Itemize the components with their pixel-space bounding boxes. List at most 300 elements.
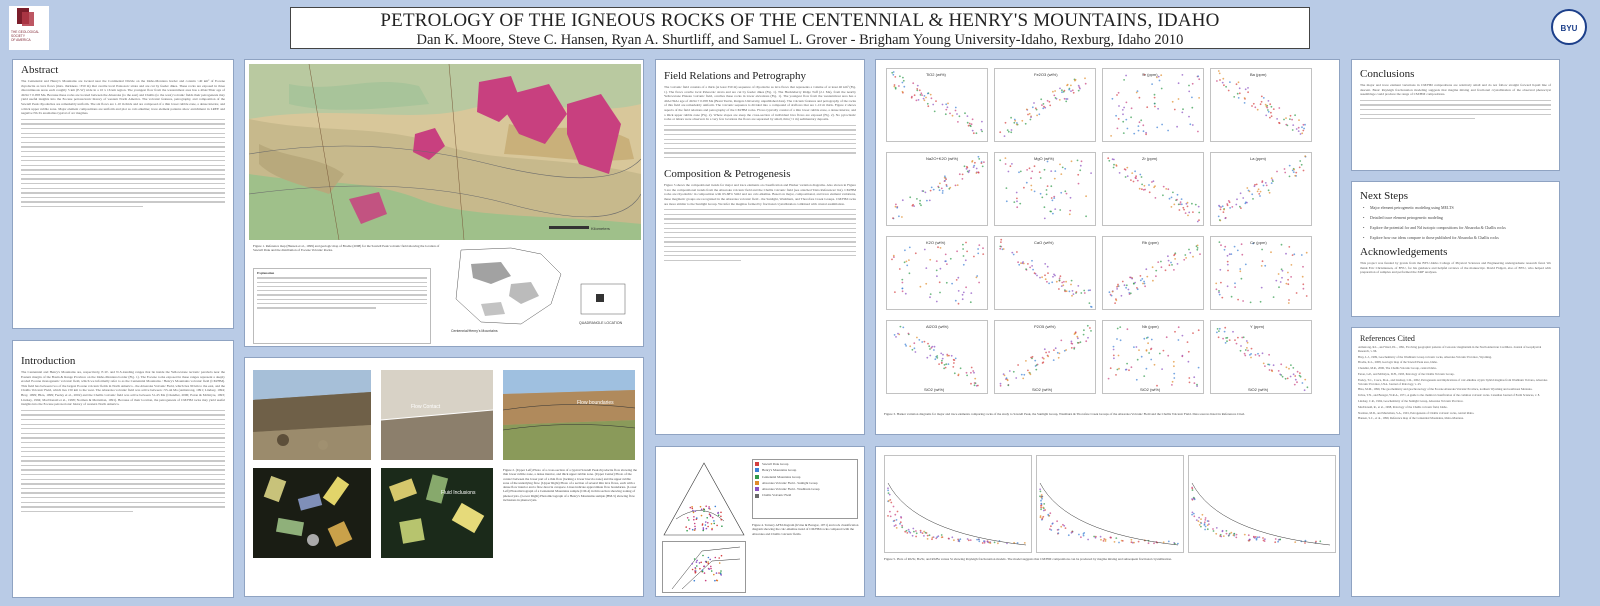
data-point	[699, 562, 701, 564]
data-point	[1119, 172, 1121, 174]
data-point	[1198, 219, 1200, 221]
data-point	[1122, 109, 1124, 111]
data-point	[1227, 204, 1229, 206]
data-point	[1234, 286, 1236, 288]
data-point	[1157, 261, 1159, 263]
data-point	[1030, 177, 1032, 179]
data-point	[1116, 338, 1118, 340]
fractionation-plot	[1036, 455, 1184, 553]
data-point	[967, 115, 969, 117]
data-point	[1025, 268, 1027, 270]
data-point	[1123, 132, 1125, 134]
data-point	[1046, 281, 1048, 283]
data-point	[1041, 276, 1043, 278]
data-point	[1205, 517, 1207, 519]
data-point	[1256, 539, 1258, 541]
data-point	[705, 524, 707, 526]
data-point	[974, 384, 976, 386]
harker-plot	[1210, 236, 1312, 310]
data-point	[1246, 347, 1248, 349]
harker-plot-title: Rb (ppm)	[1142, 240, 1159, 245]
data-point	[1003, 373, 1005, 375]
data-point	[1244, 203, 1246, 205]
data-point	[1006, 377, 1008, 379]
data-point	[1280, 281, 1282, 283]
composition-text-lines	[664, 209, 856, 261]
classification-diagram	[662, 541, 746, 593]
data-point	[1246, 340, 1248, 342]
data-point	[957, 277, 959, 279]
data-point	[973, 132, 975, 134]
data-point	[1042, 362, 1044, 364]
data-point	[912, 82, 914, 84]
data-point	[999, 131, 1001, 133]
data-point	[968, 170, 970, 172]
data-point	[1039, 488, 1041, 490]
data-point	[1219, 79, 1221, 81]
data-point	[1213, 530, 1215, 532]
data-point	[1118, 355, 1120, 357]
data-point	[1242, 197, 1244, 199]
next-steps-panel	[1351, 181, 1560, 317]
data-point	[687, 517, 689, 519]
data-point	[1222, 530, 1224, 532]
data-point	[1161, 368, 1163, 370]
data-point	[1294, 114, 1296, 116]
data-point	[1154, 364, 1156, 366]
data-point	[888, 500, 890, 502]
data-point	[1146, 106, 1148, 108]
data-point	[924, 95, 926, 97]
data-point	[924, 99, 926, 101]
data-point	[1085, 340, 1087, 342]
data-point	[1290, 276, 1292, 278]
data-point	[1078, 85, 1080, 87]
data-point	[1135, 175, 1137, 177]
data-point	[1220, 244, 1222, 246]
data-point	[942, 354, 944, 356]
data-point	[1000, 241, 1002, 243]
data-point	[974, 162, 976, 164]
data-point	[978, 539, 980, 541]
data-point	[1198, 517, 1200, 519]
data-point	[1130, 292, 1132, 294]
data-point	[1290, 376, 1292, 378]
data-point	[1307, 386, 1309, 388]
data-point	[952, 366, 954, 368]
figure4-panel	[655, 446, 865, 597]
data-point	[1013, 122, 1015, 124]
harker-x-label: SiO2 (wt%)	[1248, 387, 1269, 392]
data-point	[1068, 89, 1070, 91]
data-point	[894, 514, 896, 516]
data-point	[1189, 252, 1191, 254]
data-point	[927, 538, 929, 540]
data-point	[1303, 128, 1305, 130]
data-point	[1047, 272, 1049, 274]
data-point	[1187, 215, 1189, 217]
data-point	[1115, 299, 1117, 301]
data-point	[1121, 295, 1123, 297]
data-point	[721, 525, 723, 527]
data-point	[1042, 507, 1044, 509]
data-point	[1073, 92, 1075, 94]
data-point	[1236, 83, 1238, 85]
data-point	[920, 286, 922, 288]
data-point	[905, 293, 907, 295]
data-point	[1288, 302, 1290, 304]
data-point	[1013, 254, 1015, 256]
data-point	[1234, 246, 1236, 248]
byu-logo	[1551, 9, 1587, 45]
data-point	[1285, 253, 1287, 255]
data-point	[929, 200, 931, 202]
data-point	[1041, 518, 1043, 520]
harker-x-label: SiO2 (wt%)	[1032, 387, 1053, 392]
data-point	[1070, 85, 1072, 87]
data-point	[1291, 264, 1293, 266]
data-point	[1006, 187, 1008, 189]
data-point	[1299, 160, 1301, 162]
data-point	[1266, 185, 1268, 187]
data-point	[924, 249, 926, 251]
data-point	[1034, 360, 1036, 362]
data-point	[1047, 355, 1049, 357]
data-point	[1224, 246, 1226, 248]
data-point	[963, 255, 965, 257]
data-point	[1188, 351, 1190, 353]
data-point	[1192, 332, 1194, 334]
data-point	[1281, 277, 1283, 279]
data-point	[1261, 265, 1263, 267]
harker-plot	[1102, 320, 1204, 394]
data-point	[1025, 123, 1027, 125]
data-point	[918, 99, 920, 101]
data-point	[1246, 187, 1248, 189]
data-point	[920, 92, 922, 94]
data-point	[1306, 252, 1308, 254]
data-point	[1255, 354, 1257, 356]
data-point	[1247, 342, 1249, 344]
data-point	[964, 112, 966, 114]
data-point	[1076, 291, 1078, 293]
data-point	[1005, 122, 1007, 124]
reference-item: Armstrong, R.L., and Ward, P.L., 1991, Evolving geographic patterns of Cenozoic magmatism in the North American Cordillera. Journal of Geophysical Research, v. 96.	[1358, 345, 1542, 353]
data-point	[927, 535, 929, 537]
data-point	[1020, 171, 1022, 173]
data-point	[970, 539, 972, 541]
data-point	[1126, 363, 1128, 365]
data-point	[893, 86, 895, 88]
data-point	[1264, 265, 1266, 267]
data-point	[922, 190, 924, 192]
data-point	[1038, 113, 1040, 115]
data-point	[927, 343, 929, 345]
data-point	[983, 161, 985, 163]
data-point	[1257, 191, 1259, 193]
data-point	[1261, 101, 1263, 103]
data-point	[1050, 170, 1052, 172]
data-point	[1168, 541, 1170, 543]
data-point	[715, 557, 717, 559]
data-point	[1215, 283, 1217, 285]
data-point	[1184, 254, 1186, 256]
data-point	[909, 345, 911, 347]
data-point	[1059, 164, 1061, 166]
data-point	[1017, 542, 1019, 544]
data-point	[1031, 265, 1033, 267]
data-point	[1018, 264, 1020, 266]
data-point	[1235, 204, 1237, 206]
data-point	[1179, 209, 1181, 211]
data-point	[936, 260, 938, 262]
data-point	[1030, 119, 1032, 121]
data-point	[1045, 352, 1047, 354]
reference-item: MacDonald, R., et al., 1998, Petrology of the Challis volcanic field, Idaho.	[1358, 404, 1448, 409]
data-point	[715, 506, 717, 508]
data-point	[1026, 169, 1028, 171]
data-point	[894, 76, 896, 78]
next-step-item: • Detailed trace element petrogenetic modeling	[1370, 215, 1551, 220]
data-point	[1252, 198, 1254, 200]
field-relations-heading: Field Relations and Petrography	[664, 70, 807, 82]
data-point	[1016, 124, 1018, 126]
data-point	[1042, 516, 1044, 518]
data-point	[899, 75, 901, 77]
data-point	[1060, 192, 1062, 194]
data-point	[914, 94, 916, 96]
data-point	[1288, 299, 1290, 301]
data-point	[1178, 339, 1180, 341]
data-point	[1049, 105, 1051, 107]
data-point	[711, 523, 713, 525]
data-point	[695, 571, 697, 573]
data-point	[1031, 189, 1033, 191]
data-point	[1300, 133, 1302, 135]
data-point	[1077, 174, 1079, 176]
data-point	[1224, 249, 1226, 251]
data-point	[963, 264, 965, 266]
data-point	[1241, 254, 1243, 256]
data-point	[1136, 287, 1138, 289]
data-point	[898, 215, 900, 217]
data-point	[1016, 200, 1018, 202]
data-point	[1298, 127, 1300, 129]
data-point	[1011, 129, 1013, 131]
data-point	[710, 566, 712, 568]
data-point	[973, 166, 975, 168]
figure2-panel	[244, 357, 644, 597]
data-point	[1057, 529, 1059, 531]
data-point	[1282, 270, 1284, 272]
data-point	[970, 383, 972, 385]
data-point	[1139, 97, 1141, 99]
data-point	[1115, 115, 1117, 117]
data-point	[909, 247, 911, 249]
data-point	[1067, 98, 1069, 100]
plot-frame	[995, 321, 1096, 394]
data-point	[1036, 275, 1038, 277]
data-point	[1193, 515, 1195, 517]
data-point	[1029, 267, 1031, 269]
data-point	[976, 168, 978, 170]
data-point	[1044, 263, 1046, 265]
data-point	[1261, 96, 1263, 98]
data-point	[913, 531, 915, 533]
data-point	[1250, 357, 1252, 359]
data-point	[999, 248, 1001, 250]
composition-text: Figure 3 shows the compositional trends for major and trace elements on classification and Harker variation diagrams. Also shown in Figure 3 are the compositional trends from the Absaroka volcanic field and the Challis volcanic field (see attached 'Data References' list). CM/HM rocks are rhyodacitic in composition with 63-68% SiO2 and are calc-alkaline. Based on major, compositional, and trace element variations, these magmatic groups are recognized in the Absaroka volcanic field - the Sunlight, Washburn, and Thorofare Creek Groups. CM/HM rocks are more similar to the Sunlight Group. We infer the magmas formed by fractional crystallization combined with crustal assimilation.	[664, 183, 856, 206]
data-point	[1222, 82, 1224, 84]
data-point	[1119, 326, 1121, 328]
data-point	[1126, 167, 1128, 169]
data-point	[980, 129, 982, 131]
conclusions-text: The major and trace element variations in CM/HM compositions are relatively small and do not follow straight forward liquid line of descent. Basic Rayleigh fractionation modeling suggests that magma mixing and fractional crystallization of the observed phenocryst assemblage could produce the range of CM/HM compositions.	[1360, 83, 1551, 97]
data-point	[904, 531, 906, 533]
data-point	[1244, 97, 1246, 99]
data-point	[1169, 198, 1171, 200]
data-point	[1257, 536, 1259, 538]
data-point	[1188, 85, 1190, 87]
data-point	[966, 372, 968, 374]
data-point	[688, 519, 690, 521]
data-point	[1207, 520, 1209, 522]
data-point	[890, 502, 892, 504]
data-point	[1047, 100, 1049, 102]
data-point	[1122, 121, 1124, 123]
data-point	[970, 125, 972, 127]
data-point	[703, 527, 705, 529]
data-point	[1139, 174, 1141, 176]
figure4-caption: Figure 4. Ternary AFM diagram (Irvine & Baragar, 1971) and rock classification diagram showing the calc-alkaline trend of CM/HM rocks compared with the Absaroka and Challis volcanic fields.	[752, 523, 859, 536]
data-point	[1299, 167, 1301, 169]
data-point	[1064, 98, 1066, 100]
data-point	[954, 372, 956, 374]
data-point	[708, 557, 710, 559]
data-point	[897, 333, 899, 335]
data-point	[1242, 300, 1244, 302]
data-point	[1157, 108, 1159, 110]
data-point	[949, 187, 951, 189]
data-point	[897, 511, 899, 513]
data-point	[1072, 89, 1074, 91]
legend-swatch	[755, 475, 759, 479]
poster-header	[290, 7, 1310, 49]
data-point	[934, 111, 936, 113]
data-point	[1128, 289, 1130, 291]
data-point	[901, 526, 903, 528]
data-point	[945, 254, 947, 256]
data-point	[1257, 109, 1259, 111]
data-point	[1254, 537, 1256, 539]
data-point	[1053, 349, 1055, 351]
reference-item: Norman, M.D., and Mertzman, S.A., 1991, Petrogenesis of Challis volcanic rocks, central Idaho.	[1358, 410, 1475, 415]
data-point	[916, 198, 918, 200]
data-point	[1170, 262, 1172, 264]
reference-item: Hiza, M.M., 1999, The geochemistry and geochronology of the Eocene Absaroka Volcanic Province, northern Wyoming and southwest Montana.	[1358, 387, 1533, 392]
data-point	[1238, 81, 1240, 83]
data-point	[976, 132, 978, 134]
data-point	[1139, 121, 1141, 123]
references-heading: References Cited	[1360, 334, 1415, 343]
data-point	[1159, 353, 1161, 355]
data-point	[1225, 337, 1227, 339]
data-point	[1244, 102, 1246, 104]
data-point	[1251, 193, 1253, 195]
photomicrograph-cm4	[253, 468, 371, 558]
data-point	[1260, 301, 1262, 303]
introduction-heading: Introduction	[21, 355, 76, 367]
data-point	[1034, 272, 1036, 274]
data-point	[902, 290, 904, 292]
data-point	[1085, 83, 1087, 85]
data-point	[1282, 376, 1284, 378]
data-point	[1138, 130, 1140, 132]
data-point	[1297, 371, 1299, 373]
data-point	[921, 341, 923, 343]
data-point	[978, 158, 980, 160]
data-point	[920, 94, 922, 96]
data-point	[945, 367, 947, 369]
data-point	[1080, 341, 1082, 343]
data-point	[1292, 254, 1294, 256]
data-point	[1237, 337, 1239, 339]
data-point	[1165, 188, 1167, 190]
data-point	[1117, 285, 1119, 287]
data-point	[1136, 92, 1138, 94]
data-point	[942, 104, 944, 106]
data-point	[1063, 281, 1065, 283]
data-point	[945, 113, 947, 115]
data-point	[1245, 88, 1247, 90]
data-point	[1270, 112, 1272, 114]
data-point	[703, 529, 705, 531]
data-point	[1087, 325, 1089, 327]
data-point	[970, 292, 972, 294]
data-point	[1293, 171, 1295, 173]
data-point	[1032, 356, 1034, 358]
data-point	[1036, 364, 1038, 366]
data-point	[1239, 268, 1241, 270]
data-point	[984, 540, 986, 542]
data-point	[1171, 384, 1173, 386]
data-point	[1122, 540, 1124, 542]
data-point	[1073, 293, 1075, 295]
data-point	[1232, 331, 1234, 333]
data-point	[978, 156, 980, 158]
data-point	[1289, 165, 1291, 167]
harker-plot-title: Ce (ppm)	[1250, 240, 1267, 245]
data-point	[1074, 332, 1076, 334]
data-point	[1167, 355, 1169, 357]
data-point	[941, 536, 943, 538]
harker-plot-title: Nb (ppm)	[1142, 324, 1159, 329]
data-point	[1071, 160, 1073, 162]
data-point	[720, 574, 722, 576]
data-point	[1191, 498, 1193, 500]
data-point	[932, 537, 934, 539]
data-point	[1174, 331, 1176, 333]
data-point	[978, 171, 980, 173]
data-point	[896, 527, 898, 529]
data-point	[1151, 83, 1153, 85]
data-point	[1219, 294, 1221, 296]
data-point	[1236, 198, 1238, 200]
data-point	[709, 513, 711, 515]
data-point	[1144, 285, 1146, 287]
data-point	[1280, 363, 1282, 365]
data-point	[936, 275, 938, 277]
